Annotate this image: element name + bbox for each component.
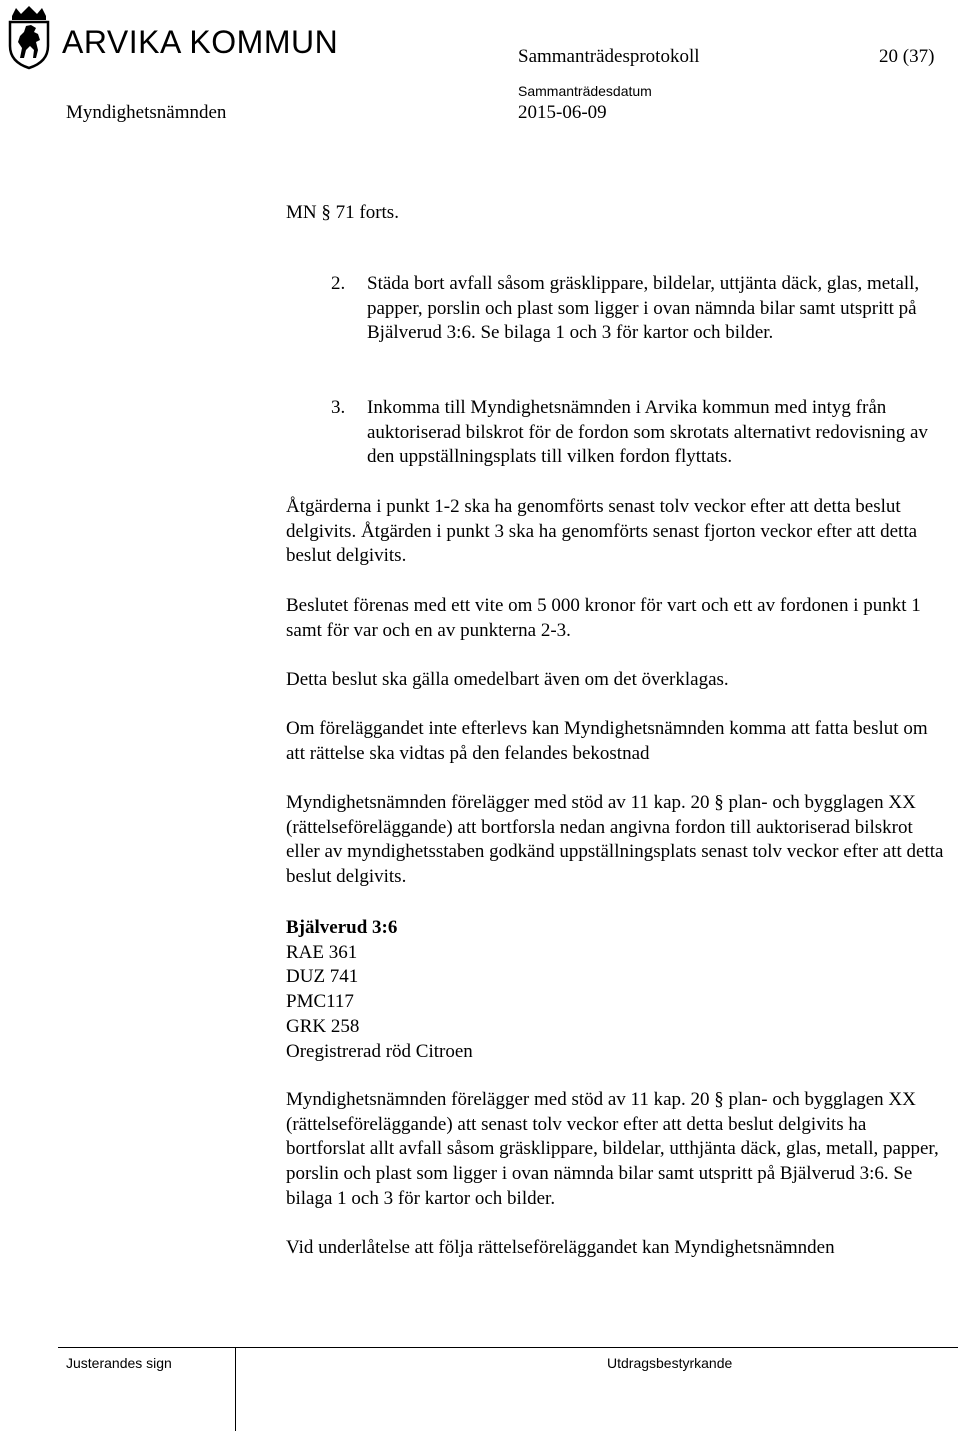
meeting-date-label: Sammanträdesdatum	[518, 83, 652, 99]
list-item-number: 2.	[331, 273, 346, 294]
list-item-number: 3.	[331, 397, 346, 418]
section-reference: MN § 71 forts.	[286, 202, 399, 223]
immediate-effect-paragraph: Detta beslut ska gälla omedelbart även om det överklagas.	[286, 669, 729, 690]
footer-column-divider	[235, 1347, 236, 1431]
removal-order-paragraph: Myndighetsnämnden förelägger med stöd av 11 kap. 20 § plan- och bygglagen XX (rättelseföreläggande) att bortforsla nedan angivna fordon till auktoriserad bilskrot eller av myndighetsstaben godkänd uppställningsplats senast tolv veckor efter att detta beslut delgivits.	[286, 792, 944, 888]
vehicle-item: Oregistrerad röd Citroen	[286, 1040, 473, 1062]
document-title: Sammanträdesprotokoll	[518, 46, 700, 67]
vehicle-list	[286, 916, 473, 1064]
footer-certification-label: Utdragsbestyrkande	[607, 1355, 733, 1371]
waste-removal-order-paragraph: Myndighetsnämnden förelägger med stöd av 11 kap. 20 § plan- och bygglagen XX (rättelseföreläggande) att senast tolv veckor efter att detta beslut delgivits ha bortforslat allt avfall såsom gräsklippare, bildelar, utthjänta däck, glas, metall, papper, porslin och plast som ligger i ovan nämnda bilar samt utspritt på Bjälverud 3:6. Se bilaga 1 och 3 för kartor och bilder.	[286, 1089, 939, 1209]
vehicle-item: GRK 258	[286, 1015, 360, 1037]
page-number: 20 (37)	[879, 46, 935, 67]
vehicle-list-heading: Bjälverud 3:6	[286, 917, 398, 938]
vehicle-item: PMC117	[286, 991, 354, 1013]
consequence-paragraph: Vid underlåtelse att följa rättelseföreläggandet kan Myndighetsnämnden	[286, 1237, 835, 1258]
footer-divider-line	[58, 1347, 958, 1348]
vehicle-item: RAE 361	[286, 941, 358, 963]
coat-of-arms-icon	[4, 6, 54, 70]
penalty-paragraph: Beslutet förenas med ett vite om 5 000 kronor för vart och ett av fordonen i punkt 1 samt för var och en av punkterna 2-3.	[286, 595, 921, 641]
deadline-paragraph: Åtgärderna i punkt 1-2 ska ha genomförts senast tolv veckor efter att detta beslut delgivits. Åtgärden i punkt 3 ska ha genomförts senast fjorton veckor efter att detta beslut delgivits.	[286, 496, 918, 567]
organization-name: ARVIKA KOMMUN	[62, 24, 339, 60]
non-compliance-paragraph: Om föreläggandet inte efterlevs kan Myndighetsnämnden komma att fatta beslut om att rättelse ska vidtas på den felandes bekostnad	[286, 718, 928, 764]
list-item-text: Städa bort avfall såsom gräsklippare, bildelar, uttjänta däck, glas, metall, papper, porslin och plast som ligger i ovan nämnda bilar samt utspritt på Bjälverud 3:6. Se bilaga 1 och 3 för kartor och bilder.	[367, 273, 920, 344]
list-item-text: Inkomma till Myndighetsnämnden i Arvika kommun med intyg från auktoriserad bilskrot för de fordon som skrotats alternativt redovisning av den uppställningsplats till vilken fordon flyttats.	[367, 397, 928, 468]
meeting-date: 2015-06-09	[518, 102, 607, 123]
list-item	[331, 272, 946, 346]
list-item	[331, 396, 946, 470]
vehicle-item: DUZ 741	[286, 966, 359, 988]
footer-signature-label: Justerandes sign	[66, 1355, 172, 1371]
committee-name: Myndighetsnämnden	[66, 102, 227, 123]
